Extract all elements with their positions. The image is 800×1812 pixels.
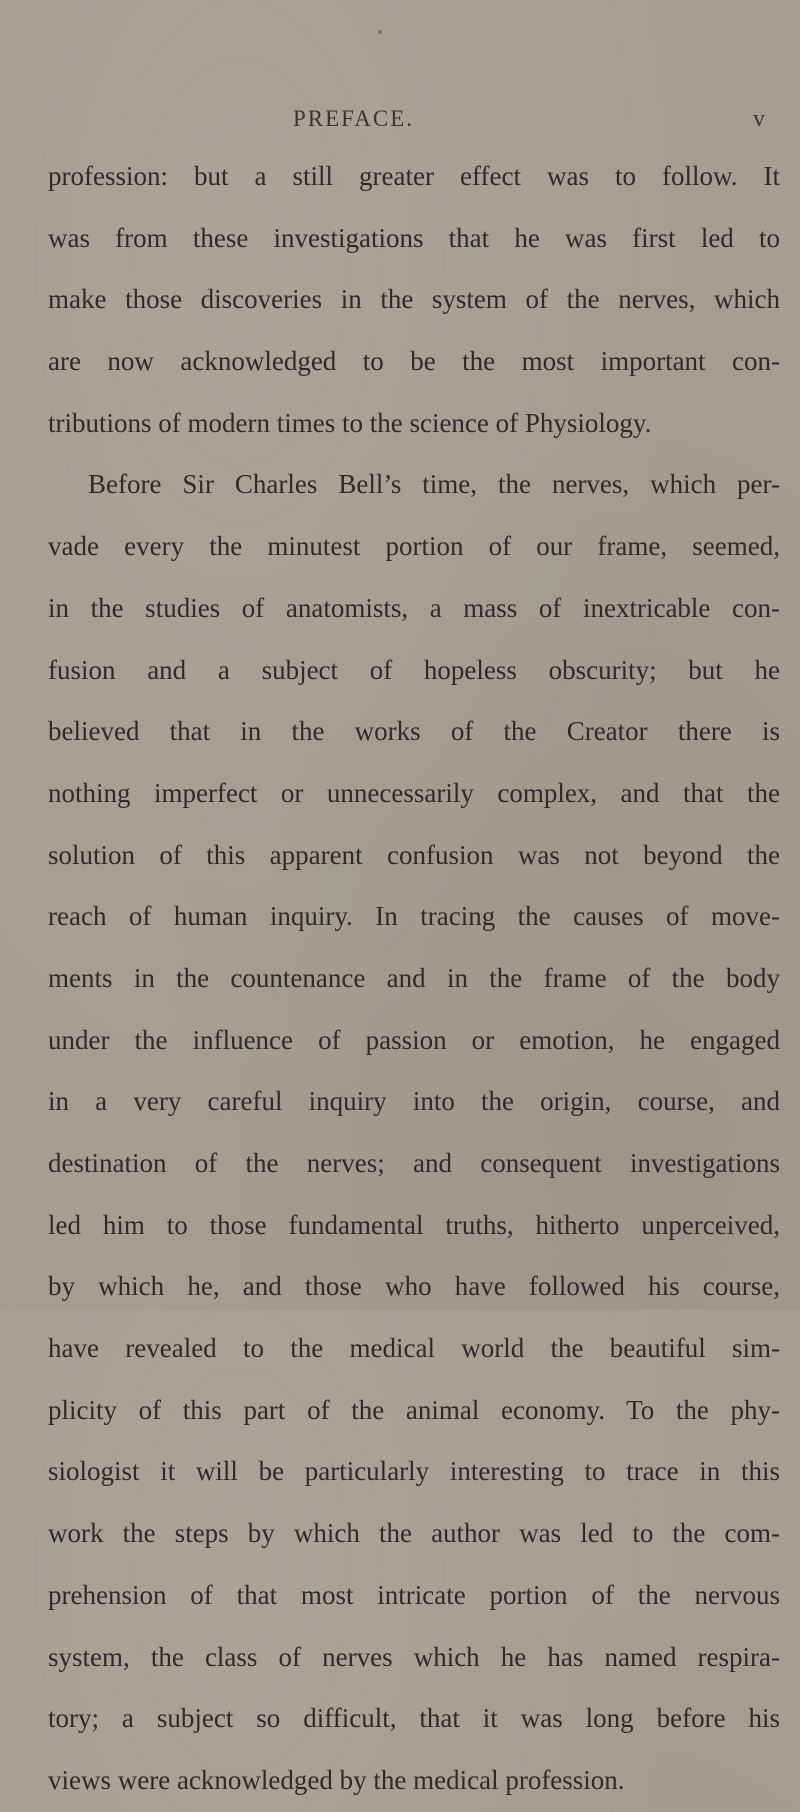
text-line: views were acknowledged by the medical profession. [48,1764,625,1795]
text-line: tory; a subject so difficult, that it was long before his [48,1703,780,1734]
text-line: prehension of that most intricate portion of the nervous [48,1579,780,1610]
text-line: destination of the nerves; and consequent investigations [48,1148,780,1178]
text-line: siologist it will be particularly interesting to trace in this [48,1456,780,1487]
running-head-title: PREFACE. [293,106,415,131]
text-line: believed that in the works of the Creator there is [48,716,780,747]
text-line: was from these investigations that he was first led to [48,222,780,253]
text-line: nothing imperfect or unnecessarily complex, and that the [48,777,780,808]
text-line: led him to those fundamental truths, hitherto unperceived, [48,1209,780,1240]
text-line: in the studies of anatomists, a mass of inextricable con- [48,592,780,623]
text-line: have revealed to the medical world the beautiful sim- [48,1333,780,1364]
text-line: solution of this apparent confusion was not beyond the [48,839,780,870]
text-line: vade every the minutest portion of our frame, seemed, [48,531,780,562]
text-line: plicity of this part of the animal economy. To the phy- [48,1394,780,1425]
text-line: make those discoveries in the system of the nerves, which [48,284,780,315]
body-text [48,146,780,1812]
text-line: system, the class of nerves which he has named respira- [48,1641,780,1672]
paragraph-first-line: Before Sir Charles Bell’s time, the nerves, which per- [88,469,780,500]
text-line: ments in the countenance and in the frame of the body [48,962,780,993]
text-line: profession: but a still greater effect was to follow. It [48,161,780,191]
text-line: fusion and a subject of hopeless obscurity; but he [48,654,780,685]
text-line: by which he, and those who have followed his course, [48,1271,780,1302]
text-line: in a very careful inquiry into the origin, course, and [48,1086,780,1117]
text-line: reach of human inquiry. In tracing the causes of move- [48,901,780,932]
text-line: under the influence of passion or emotion, he engaged [48,1024,780,1055]
page-number: v [753,106,765,132]
running-head [0,106,800,146]
paper-speck [378,30,382,34]
text-line: work the steps by which the author was led to the com- [48,1518,780,1549]
text-line: tributions of modern times to the science of Physiology. [48,407,652,438]
text-line: are now acknowledged to be the most important con- [48,346,780,377]
